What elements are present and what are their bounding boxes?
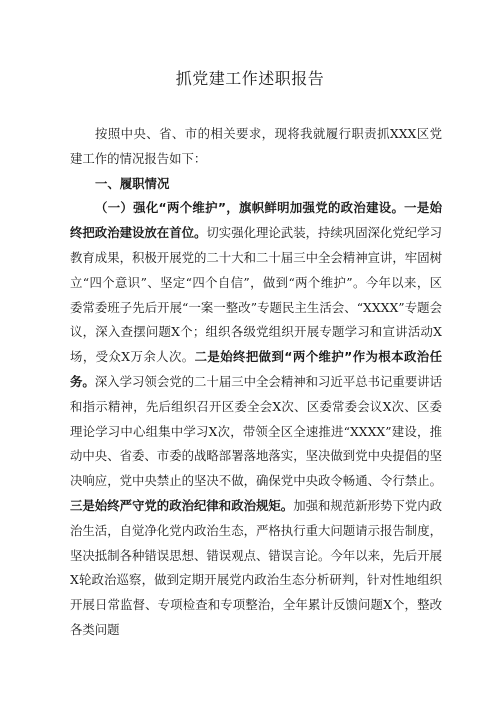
bold-run-a: （一）强化“两个维护”，旗帜鲜明加强党的政治建设。一是始终把政治建设放在首位。	[70, 200, 442, 241]
section-heading: 一、履职情况	[95, 175, 170, 191]
bold-run-b: 二是始终把做到“两个维护”作为根本政治任务。	[70, 349, 442, 389]
text-run-b: 深入学习领会党的二十届三中全会精神和习近平总书记重要讲话和指示精神，先后组织召开区委全会X次、区委常委会议X次、区委理论学习中心组集中学习X次，带领全区全速推进“XXXX”建设，推动中央、省委、市委的战略部署落地落实，坚决做到党中央提倡的坚决响应，党中央禁止的坚决不做，确保党中央政令畅通、令行禁止。	[70, 373, 443, 489]
text-run-a: 切实强化理论武装，持续巩固深化党纪学习教育成果，积极开展党的二十大和二十届三中全会精神宣讲，牢固树立“四个意识”、坚定“四个自信”，做到“两个维护”。今年以来，区委常委班子先后开展“一案一整改”专题民主生活会、“XXXX”专题会议，深入查摆问题X个；组织各级党组织开展专题学习和宣讲活动X场，受众X万余人次。	[70, 225, 443, 365]
section-paragraph	[70, 196, 442, 642]
document-body	[70, 122, 442, 643]
text-run-c: 加强和规范新形势下党内政治生活，自觉净化党内政治生态，严格执行重大问题请示报告制度，坚决抵制各种错误思想、错误观点、错误言论。今年以来，先后开展X轮政治巡察，做到定期开展党内政治生态分析研判，针对性地组织开展日常监督、专项检查和专项整治，全年累计反馈问题X个，整改各类问题	[70, 497, 443, 637]
document-title: 抓党建工作述职报告	[175, 69, 325, 88]
intro-paragraph: 按照中央、省、市的相关要求，现将我就履行职责抓XXX区党建工作的情况报告如下：	[70, 126, 442, 166]
bold-run-c: 三是始终严守党的政治纪律和政治规矩。	[70, 497, 294, 513]
